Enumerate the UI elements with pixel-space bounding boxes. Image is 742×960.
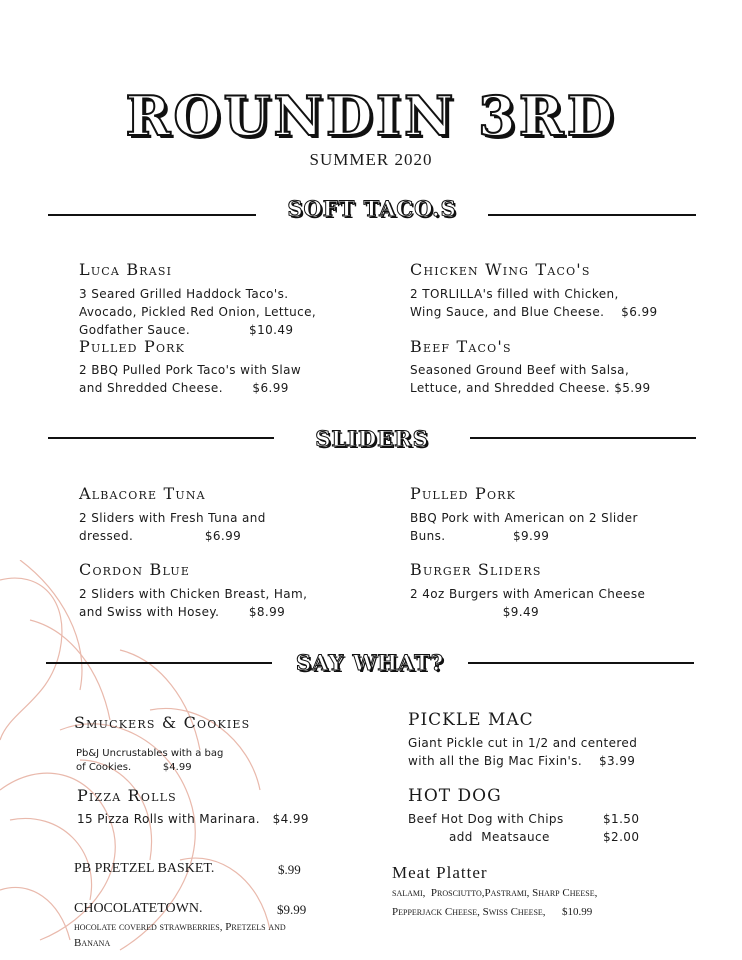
section-title-sliders: SLIDERS	[315, 426, 429, 451]
item-desc: 3 Seared Grilled Haddock Taco's. Avocado, Pickled Red Onion, Lettuce, Godfather Sauce. $10.49	[79, 287, 317, 337]
section-rule-right	[488, 214, 696, 216]
restaurant-title: ROUNDIN 3RD	[125, 84, 617, 148]
item-desc: 2 TORLILLA's filled with Chicken, Wing Sauce, and Blue Cheese. $6.99	[410, 287, 658, 319]
item-desc: 2 4oz Burgers with American Cheese $9.49	[410, 587, 646, 619]
item-desc: Beef Hot Dog with Chips	[408, 812, 564, 826]
item-name: Burger Sliders	[410, 560, 542, 579]
item-desc: 2 BBQ Pulled Pork Taco's with Slaw and Shredded Cheese. $6.99	[79, 363, 302, 395]
item-price: $9.99	[277, 902, 307, 917]
item-name: Meat Platter	[392, 863, 488, 882]
item-desc: 2 Sliders with Fresh Tuna and dressed. $6.99	[79, 511, 266, 543]
menu-subtitle: SUMMER 2020	[309, 150, 433, 169]
section-rule-right	[468, 662, 694, 664]
section-rule-left	[48, 437, 274, 439]
item-desc: add Meatsauce	[449, 830, 550, 844]
item-desc: salami, Prosciutto,Pastrami, Sharp Cheese, Pepperjack Cheese, Swiss Cheese, $10.99	[392, 887, 598, 918]
item-desc: BBQ Pork with American on 2 Slider Buns. $9.99	[410, 511, 638, 543]
item-name: Pulled Pork	[410, 484, 517, 503]
item-name: Luca Brasi	[79, 260, 173, 279]
section-rule-left	[48, 214, 256, 216]
item-name: Pizza Rolls	[77, 786, 177, 805]
item-name: Albacore Tuna	[79, 484, 206, 503]
item-name: Smuckers & Cookies	[74, 713, 251, 732]
item-name: HOT DOG	[408, 786, 502, 806]
item-name: CHOCOLATETOWN.	[74, 901, 203, 916]
item-desc: Seasoned Ground Beef with Salsa, Lettuce, and Shredded Cheese. $5.99	[410, 363, 651, 395]
item-name: Chicken Wing Taco's	[410, 260, 591, 279]
item-price: $1.50	[603, 812, 640, 826]
item-price: $2.00	[603, 830, 640, 844]
item-desc: 15 Pizza Rolls with Marinara. $4.99	[77, 812, 309, 826]
item-price: $.99	[278, 862, 301, 877]
section-title-tacos: SOFT TACO.S	[287, 196, 457, 221]
item-desc: Pb&J Uncrustables with a bag of Cookies. $4.99	[76, 748, 224, 773]
item-desc: hocolate covered strawberries, Pretzels and Banana	[74, 921, 286, 949]
item-name: PB PRETZEL BASKET.	[74, 861, 215, 876]
item-desc: Giant Pickle cut in 1/2 and centered with all the Big Mac Fixin's. $3.99	[408, 736, 638, 768]
section-title-saywhat: SAY WHAT?	[295, 650, 445, 675]
item-name: Cordon Blue	[79, 560, 191, 579]
item-name: PICKLE MAC	[408, 710, 534, 730]
item-name: Pulled Pork	[79, 337, 186, 356]
section-rule-left	[46, 662, 272, 664]
section-rule-right	[470, 437, 696, 439]
item-name: Beef Taco's	[410, 337, 512, 356]
item-desc: 2 Sliders with Chicken Breast, Ham, and Swiss with Hosey. $8.99	[79, 587, 308, 619]
